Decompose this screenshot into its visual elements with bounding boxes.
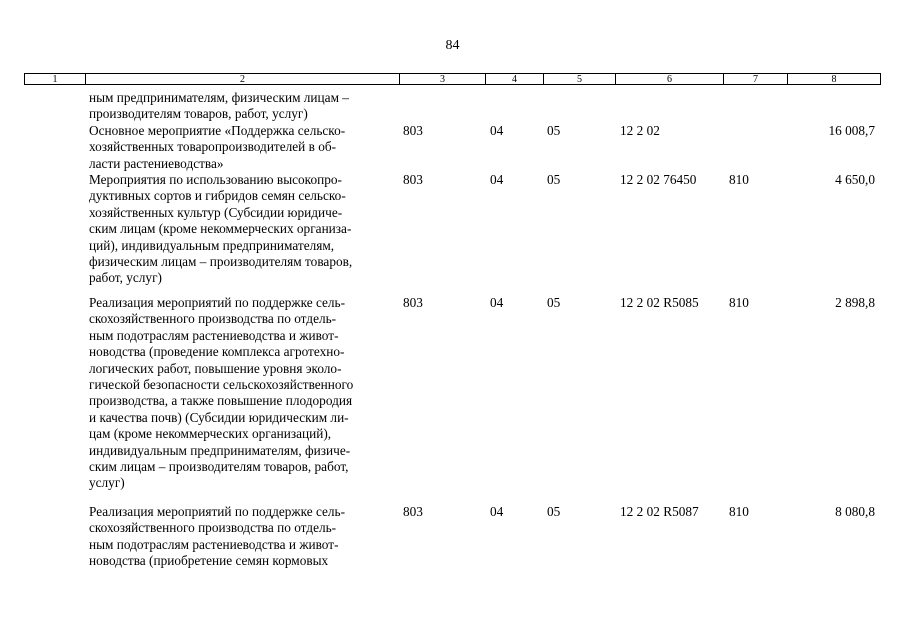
row-description (89, 504, 399, 570)
description-line: физическим лицам – производителям товаров, (89, 254, 353, 270)
row-description (89, 295, 399, 492)
description-line: Основное мероприятие «Поддержка сельско- (89, 123, 346, 138)
row-cell-c7: 810 (729, 504, 749, 519)
description-line: ским лицам – производителям товаров, работ, (89, 459, 349, 475)
row-cell-c7: 810 (729, 172, 749, 187)
row-cell-c3: 803 (403, 172, 423, 187)
description-line: дуктивных сортов и гибридов семян сельско- (89, 188, 346, 204)
description-line: Мероприятия по использованию высокопро- (89, 172, 342, 187)
header-col-4: 4 (485, 73, 543, 85)
description-line: ским лицам (кроме некоммерческих организа- (89, 221, 352, 237)
row-cell-c5: 05 (547, 504, 561, 519)
row-cell-c4: 04 (490, 123, 504, 138)
row-cell-c4: 04 (490, 295, 504, 310)
row-cell-c4: 04 (490, 172, 504, 187)
row-cell-c4: 04 (490, 504, 504, 519)
description-line: хозяйственных культур (Субсидии юридиче- (89, 204, 343, 220)
row-cell-c8: 4 650,0 (835, 172, 875, 187)
row-cell-c3: 803 (403, 123, 423, 138)
header-col-7: 7 (723, 73, 787, 85)
row-cell-c6: 12 2 02 R5085 (620, 295, 699, 310)
description-line: услуг) (89, 475, 125, 491)
header-col-2: 2 (85, 73, 399, 85)
description-line: логических работ, повышение уровня эколо- (89, 360, 342, 376)
row-cell-c3: 803 (403, 295, 423, 310)
description-line: новодства (приобретение семян кормовых (89, 553, 329, 569)
description-line: скохозяйственного производства по отдель- (89, 520, 337, 536)
description-line: хозяйственных товаропроизводителей в об- (89, 139, 337, 155)
row-cell-c6: 12 2 02 (620, 123, 660, 138)
row-cell-c8: 8 080,8 (835, 504, 875, 519)
row-cell-c5: 05 (547, 123, 561, 138)
description-line: Реализация мероприятий по поддержке сель- (89, 295, 346, 310)
row-cell-c6: 12 2 02 R5087 (620, 504, 699, 519)
header-col-3: 3 (399, 73, 485, 85)
description-line: производителям товаров, работ, услуг) (89, 106, 308, 122)
description-line: скохозяйственного производства по отдель- (89, 311, 337, 327)
description-line: индивидуальным предпринимателям, физиче- (89, 442, 351, 458)
header-col-6: 6 (615, 73, 723, 85)
page-number: 84 (445, 38, 460, 53)
description-line: ласти растениеводства» (89, 155, 224, 171)
header-col-1: 1 (24, 73, 85, 85)
description-line: ным предпринимателям, физическим лицам – (89, 90, 349, 105)
header-col-8: 8 (787, 73, 881, 85)
row-description (89, 90, 399, 123)
row-cell-c5: 05 (547, 172, 561, 187)
row-description (89, 172, 399, 287)
description-line: производства, а также повышение плодородия (89, 393, 353, 409)
description-line: работ, услуг) (89, 270, 162, 286)
description-line: цам (кроме некоммерческих организаций), (89, 426, 332, 442)
row-cell-c8: 16 008,7 (828, 123, 875, 138)
header-col-5: 5 (543, 73, 615, 85)
description-line: ным подотраслям растениеводства и живот- (89, 536, 339, 552)
row-cell-c7: 810 (729, 295, 749, 310)
row-cell-c3: 803 (403, 504, 423, 519)
row-cell-c5: 05 (547, 295, 561, 310)
description-line: и качества почв) (Субсидии юридическим ли- (89, 409, 349, 425)
row-description (89, 123, 399, 172)
description-line: новодства (проведение комплекса агротехно- (89, 344, 345, 360)
description-line: гической безопасности сельскохозяйственного (89, 377, 354, 393)
description-line: ций), индивидуальным предпринимателям, (89, 237, 335, 253)
row-cell-c8: 2 898,8 (835, 295, 875, 310)
row-cell-c6: 12 2 02 76450 (620, 172, 697, 187)
description-line: Реализация мероприятий по поддержке сель- (89, 504, 346, 519)
description-line: ным подотраслям растениеводства и живот- (89, 327, 339, 343)
